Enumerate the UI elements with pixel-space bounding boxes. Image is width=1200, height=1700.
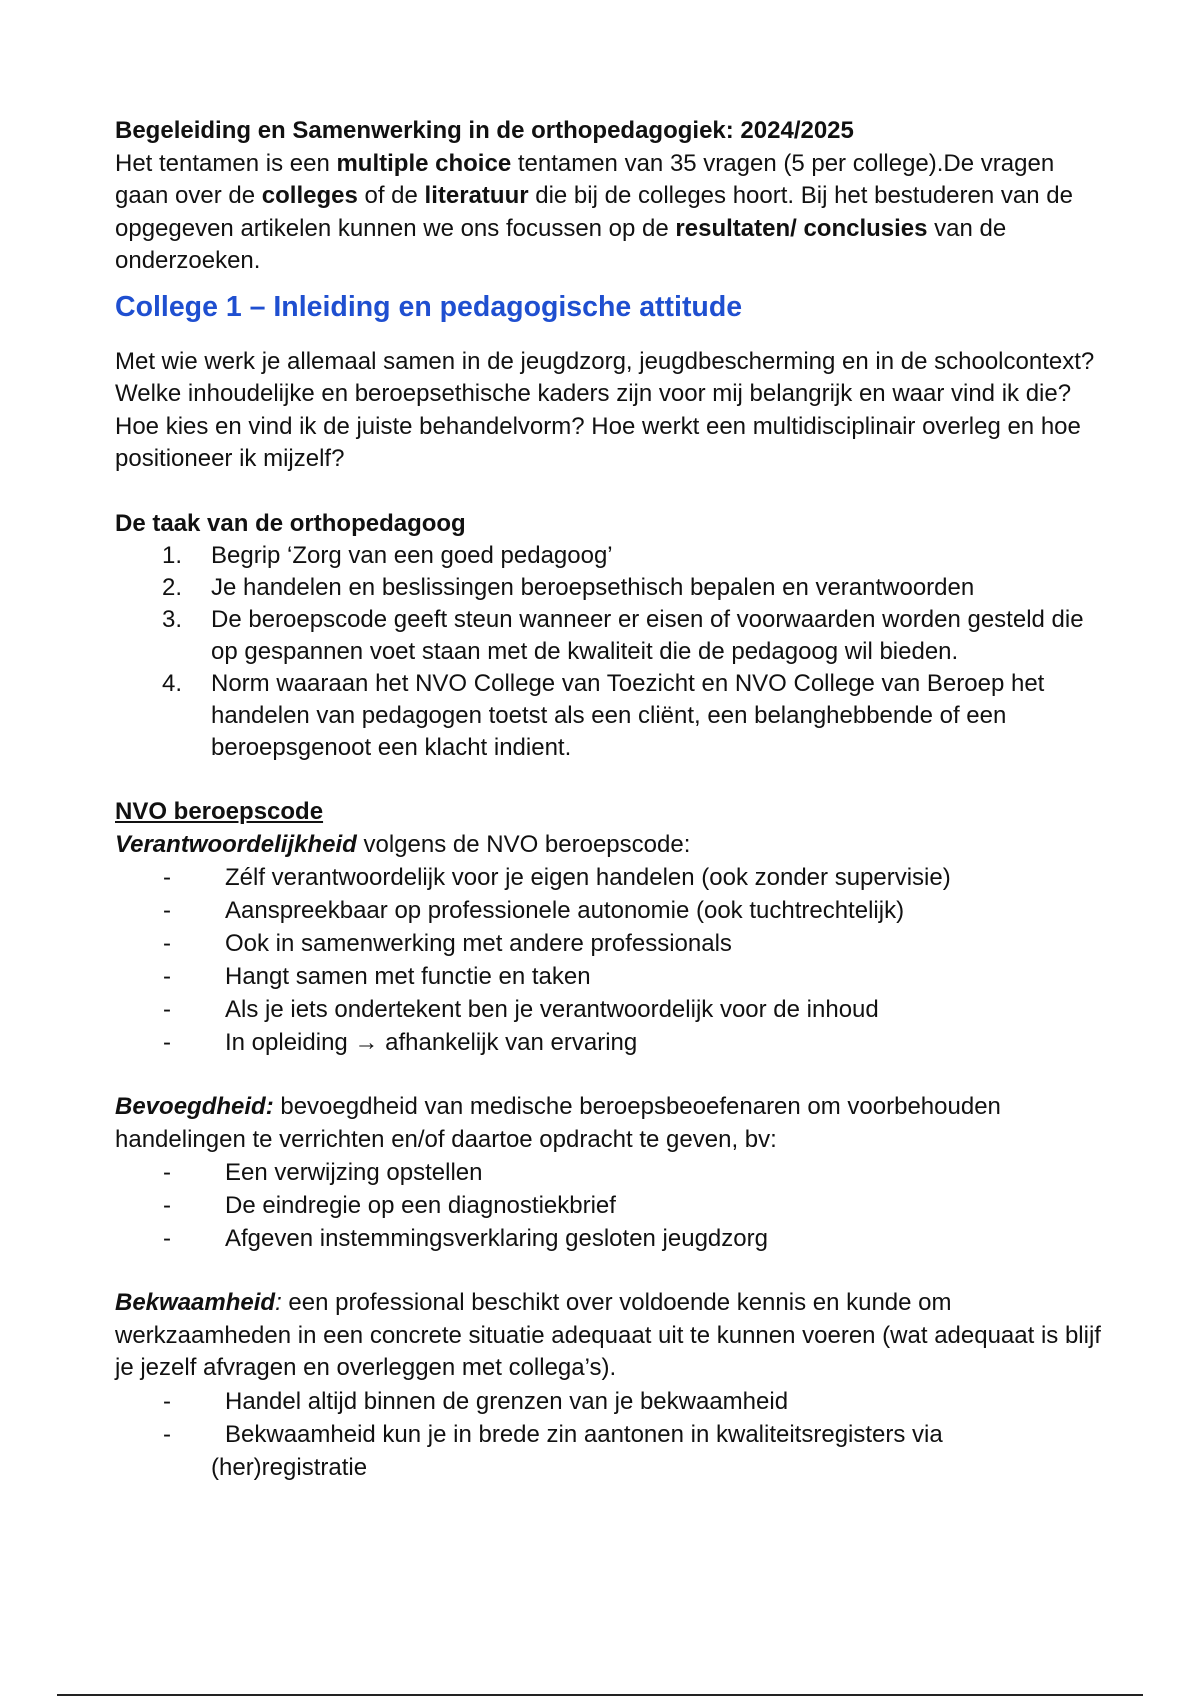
spacer bbox=[115, 476, 1105, 508]
text-run: een professional beschikt over voldoende kennis en kunde om werkzaamheden in een concrete situatie adequaat uit te kunnen voeren (wat adequaat is blijf je jezelf afvragen en overleggen met collega’s). bbox=[115, 1289, 1101, 1381]
bekwaamheid-colon: : bbox=[275, 1289, 282, 1316]
list-item bbox=[115, 668, 1105, 764]
spacer bbox=[115, 1255, 1105, 1287]
bold-run: colleges bbox=[261, 182, 358, 209]
list-item-text: De eindregie op een diagnostiekbrief bbox=[225, 1192, 616, 1219]
dash-bullet: - bbox=[163, 996, 171, 1023]
list-item bbox=[115, 1026, 1105, 1059]
text-run: van de onderzoeken. bbox=[115, 214, 1007, 274]
dash-bullet: - bbox=[163, 930, 171, 957]
list-number: 1. bbox=[162, 542, 183, 569]
bekwaamheid-list bbox=[115, 1385, 1105, 1484]
list-item bbox=[115, 861, 1105, 894]
list-item bbox=[115, 1418, 1105, 1484]
taak-heading: De taak van de orthopedagoog bbox=[115, 509, 466, 537]
nvo-heading-text: NVO beroepscode bbox=[115, 798, 324, 825]
list-item-text: Hangt samen met functie en taken bbox=[225, 963, 591, 990]
text-run: tentamen van 35 vragen (5 per college).De vragen gaan over de bbox=[115, 149, 1055, 209]
dash-bullet: - bbox=[163, 963, 171, 990]
text-run: Het tentamen is een bbox=[115, 149, 337, 177]
dash-bullet: - bbox=[163, 1420, 171, 1448]
dash-bullet: - bbox=[163, 1192, 171, 1219]
list-item-text: Je handelen en beslissingen beroepsethisch bepalen en verantwoorden bbox=[211, 574, 975, 601]
text-run: volgens de NVO beroepscode: bbox=[356, 830, 691, 858]
spacer bbox=[115, 1059, 1105, 1091]
list-item bbox=[115, 927, 1105, 960]
list-item bbox=[115, 993, 1105, 1026]
list-item bbox=[115, 894, 1105, 927]
verantwoordelijkheid-list bbox=[115, 861, 1105, 1059]
list-item bbox=[115, 604, 1105, 668]
text-run: bevoegdheid van medische beroepsbeoefenaren om voorbehouden handelingen te verrichten en/of daartoe opdracht te geven, bv: bbox=[115, 1093, 1001, 1153]
list-item-text: Handel altijd binnen de grenzen van je bekwaamheid bbox=[225, 1387, 789, 1415]
list-item-text: Ook in samenwerking met andere professionals bbox=[225, 930, 732, 957]
bold-run: multiple choice bbox=[336, 149, 512, 177]
bold-run: literatuur bbox=[424, 182, 529, 209]
dash-bullet: - bbox=[163, 864, 171, 891]
dash-bullet: - bbox=[163, 1225, 171, 1252]
list-number: 2. bbox=[162, 574, 183, 601]
dash-bullet: - bbox=[163, 897, 171, 924]
verantwoordelijkheid-term: Verantwoordelijkheid bbox=[115, 830, 357, 858]
list-item-text: In opleiding → afhankelijk van ervaring bbox=[225, 1029, 638, 1056]
spacer bbox=[115, 764, 1105, 796]
dash-bullet: - bbox=[163, 1159, 171, 1186]
list-item-text: Zélf verantwoordelijk voor je eigen handelen (ook zonder supervisie) bbox=[225, 864, 951, 891]
exam-intro-paragraph bbox=[115, 148, 1105, 278]
taak-list bbox=[115, 540, 1105, 764]
document-page bbox=[115, 115, 1105, 1484]
list-item bbox=[115, 540, 1105, 572]
list-item-text: Bekwaamheid kun je in brede zin aantonen in kwaliteitsregisters via (her)registratie bbox=[211, 1420, 943, 1481]
list-item bbox=[115, 1222, 1105, 1255]
bevoegdheid-term: Bevoegdheid: bbox=[115, 1093, 274, 1120]
list-item-text: Afgeven instemmingsverklaring gesloten jeugdzorg bbox=[225, 1225, 768, 1252]
list-item bbox=[115, 572, 1105, 604]
list-item-text: Als je iets ondertekent ben je verantwoordelijk voor de inhoud bbox=[225, 996, 879, 1023]
bekwaamheid-paragraph bbox=[115, 1287, 1105, 1385]
college-1-intro: Met wie werk je allemaal samen in de jeugdzorg, jeugdbescherming en in de schoolcontext? Welke inhoudelijke en beroepsethische kaders zijn voor mij belangrijk en waar vind ik die? Hoe kies en vind ik de juiste behandelvorm? Hoe werkt een multidisciplinair overleg en hoe positioneer ik mijzelf? bbox=[115, 347, 1095, 472]
list-item bbox=[115, 960, 1105, 993]
verantwoordelijkheid-paragraph bbox=[115, 829, 1105, 862]
list-item-text: Begrip ‘Zorg van een goed pedagoog’ bbox=[211, 542, 613, 569]
list-item-text: Aanspreekbaar op professionele autonomie (ook tuchtrechtelijk) bbox=[225, 897, 905, 924]
list-number: 3. bbox=[162, 606, 183, 633]
list-item-text: Norm waaraan het NVO College van Toezicht en NVO College van Beroep het handelen van pedagogen toetst als een cliënt, een belanghebbende of een beroepsgenoot een klacht indient. bbox=[211, 670, 1045, 761]
dash-bullet: - bbox=[163, 1387, 171, 1415]
list-item-text: De beroepscode geeft steun wanneer er eisen of voorwaarden worden gesteld die op gespannen voet staan met de kwaliteit die de pedagoog wil bieden. bbox=[211, 606, 1084, 665]
dash-bullet: - bbox=[163, 1029, 171, 1056]
bevoegdheid-paragraph bbox=[115, 1091, 1105, 1156]
text-run: die bij de colleges hoort. Bij het bestuderen van de opgegeven artikelen kunnen we ons focussen op de bbox=[115, 182, 1073, 242]
text-run: of de bbox=[357, 182, 425, 209]
nvo-heading bbox=[115, 796, 1105, 829]
document-title: Begeleiding en Samenwerking in de orthopedagogiek: 2024/2025 bbox=[115, 117, 854, 144]
bold-run: resultaten/ conclusies bbox=[675, 214, 928, 242]
footer-rule bbox=[57, 1694, 1143, 1696]
bevoegdheid-list bbox=[115, 1156, 1105, 1255]
list-item-text: Een verwijzing opstellen bbox=[225, 1159, 483, 1186]
bekwaamheid-term: Bekwaamheid bbox=[115, 1289, 276, 1316]
list-item bbox=[115, 1385, 1105, 1418]
list-number: 4. bbox=[162, 670, 183, 697]
college-1-heading: College 1 – Inleiding en pedagogische attitude bbox=[115, 290, 743, 323]
list-item bbox=[115, 1189, 1105, 1222]
list-item bbox=[115, 1156, 1105, 1189]
